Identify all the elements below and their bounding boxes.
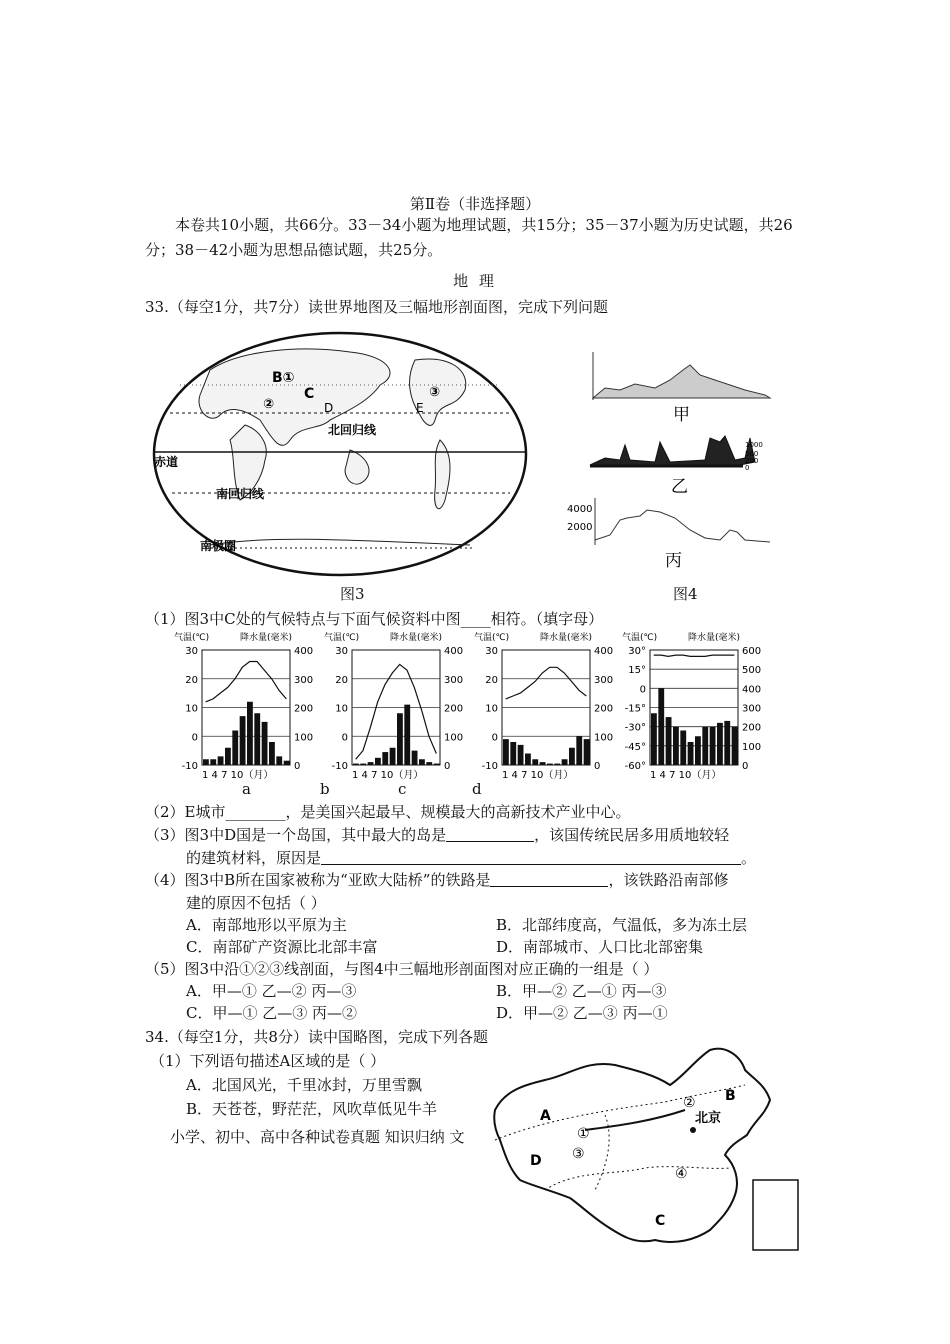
china-label-4: ④ bbox=[675, 1166, 688, 1182]
temp-tick: -45° bbox=[624, 741, 646, 753]
terrain-profiles bbox=[565, 350, 780, 575]
precip-bar bbox=[710, 727, 716, 765]
precip-bar bbox=[584, 739, 590, 765]
temp-tick: -10 bbox=[181, 761, 198, 772]
precip-tick: 400 bbox=[742, 684, 762, 696]
precip-bar bbox=[540, 762, 546, 765]
answer-blank-reason[interactable] bbox=[321, 849, 741, 865]
precip-tick: 300 bbox=[594, 674, 614, 686]
temp-tick: 10 bbox=[485, 703, 498, 715]
map-label-tropic-cancer: 北回归线 bbox=[328, 423, 377, 437]
precip-bar bbox=[240, 716, 246, 765]
climate-letter-d: d bbox=[472, 780, 482, 798]
precip-tick: 300 bbox=[444, 674, 464, 686]
precip-tick: 500 bbox=[742, 665, 762, 677]
temp-tick: 0 bbox=[491, 732, 498, 744]
precip-bar bbox=[554, 764, 560, 765]
precip-tick: 200 bbox=[594, 703, 614, 715]
month-axis: 1 4 7 10（月） bbox=[352, 770, 424, 781]
precip-tick: 600 bbox=[742, 646, 762, 657]
china-label-beijing: 北京 bbox=[695, 1111, 722, 1126]
precip-tick: 300 bbox=[294, 674, 314, 686]
q33-part1: （1）图3中C处的气候特点与下面气候资料中图____相符。（填字母） bbox=[145, 610, 604, 628]
precip-tick: 100 bbox=[742, 741, 762, 753]
precip-axis-title: 降水量(毫米) bbox=[540, 633, 593, 643]
temperature-line bbox=[506, 667, 587, 699]
precip-bar bbox=[695, 736, 701, 765]
temp-tick: 0 bbox=[191, 732, 198, 744]
temp-tick: -10 bbox=[481, 761, 498, 772]
precip-bar bbox=[276, 756, 282, 765]
precip-bar bbox=[525, 754, 531, 766]
precip-bar bbox=[203, 759, 209, 765]
temp-tick: -10 bbox=[331, 761, 348, 772]
temp-axis-title: 气温(℃) bbox=[622, 633, 658, 643]
precip-bar bbox=[210, 759, 216, 765]
china-map bbox=[485, 1040, 805, 1270]
q33-part3-line1: （3）图3中D国是一个岛国，其中最大的岛是 ，该国传统民居多用质地较轻 bbox=[145, 826, 730, 844]
precip-bar bbox=[680, 731, 686, 766]
temp-axis-title: 气温(℃) bbox=[174, 633, 210, 643]
temp-tick: -60° bbox=[624, 761, 646, 772]
opt5-d[interactable]: D．甲—② 乙—③ 丙—① bbox=[496, 1004, 668, 1022]
intro-text: 本卷共10小题，共66分。33－34小题为地理试题，共15分；35－37小题为历史试题，共26分；38－42小题为思想品德试题，共25分。 bbox=[145, 216, 793, 259]
precip-bar bbox=[562, 759, 568, 765]
precip-bar bbox=[569, 748, 575, 765]
precip-bar bbox=[269, 742, 275, 765]
answer-blank-island[interactable] bbox=[446, 826, 534, 842]
month-axis: 1 4 7 10（月） bbox=[502, 770, 574, 781]
temp-tick: -15° bbox=[624, 703, 646, 715]
temp-tick: 10 bbox=[335, 703, 348, 715]
temp-tick: 30 bbox=[335, 646, 348, 657]
map-label-c: C bbox=[304, 386, 315, 402]
precip-bar bbox=[666, 717, 672, 765]
answer-blank-railway[interactable] bbox=[490, 871, 608, 887]
precip-axis-title: 降水量(毫米) bbox=[688, 633, 741, 643]
precip-bar bbox=[247, 702, 253, 765]
temperature-line bbox=[654, 655, 735, 656]
temp-tick: 20 bbox=[485, 674, 498, 686]
opt4-c[interactable]: C．南部矿产资源比北部丰富 bbox=[186, 938, 378, 956]
opt5-b[interactable]: B．甲—② 乙—① 丙—③ bbox=[496, 982, 667, 1000]
temperature-line bbox=[206, 662, 287, 702]
map-label-d: D bbox=[324, 401, 334, 415]
precip-bar bbox=[658, 688, 664, 765]
map-label-3: ③ bbox=[429, 385, 441, 400]
precip-bar bbox=[532, 759, 538, 765]
precip-bar bbox=[576, 736, 582, 765]
temp-tick: 20 bbox=[335, 674, 348, 686]
precip-axis-title: 降水量(毫米) bbox=[240, 633, 293, 643]
subject-title: 地 理 bbox=[453, 272, 497, 290]
china-label-a: A bbox=[540, 1108, 551, 1124]
svg-text:2000: 2000 bbox=[567, 522, 593, 533]
precip-bar bbox=[419, 759, 425, 765]
precip-tick: 0 bbox=[294, 761, 301, 772]
precip-tick: 0 bbox=[742, 761, 749, 772]
q33-part2: （2）E城市________，是美国兴起最早、规模最大的高新技术产业中心。 bbox=[145, 803, 631, 821]
q34-opt-a[interactable]: A．北国风光，千里冰封，万里雪飘 bbox=[186, 1076, 422, 1094]
q33-part5: （5）图3中沿①②③线剖面，与图4中三幅地形剖面图对应正确的一组是（ ） bbox=[145, 960, 659, 978]
temp-tick: 20 bbox=[185, 674, 198, 686]
footer-text: 小学、初中、高中各种试卷真题 知识归纳 文 bbox=[170, 1128, 465, 1146]
china-label-2: ② bbox=[683, 1095, 696, 1111]
temp-tick: -30° bbox=[624, 722, 646, 734]
climate-letter-c: c bbox=[398, 780, 407, 798]
precip-tick: 400 bbox=[444, 646, 464, 657]
map-label-b1: B① bbox=[272, 370, 295, 386]
precip-bar bbox=[375, 758, 381, 765]
fig4-caption: 图4 bbox=[673, 585, 698, 603]
precip-bar bbox=[547, 764, 553, 765]
opt5-a[interactable]: A．甲—① 乙—② 丙—③ bbox=[186, 982, 357, 1000]
precip-bar bbox=[688, 742, 694, 765]
china-label-3: ③ bbox=[572, 1146, 585, 1162]
precip-bar bbox=[510, 742, 516, 765]
precip-tick: 100 bbox=[294, 732, 314, 744]
opt5-c[interactable]: C．甲—① 乙—③ 丙—② bbox=[186, 1004, 358, 1022]
precip-tick: 400 bbox=[294, 646, 314, 657]
temp-tick: 10 bbox=[185, 703, 198, 715]
precip-bar bbox=[673, 727, 679, 765]
opt4-a[interactable]: A．南部地形以平原为主 bbox=[186, 916, 347, 934]
month-axis: 1 4 7 10（月） bbox=[650, 770, 722, 781]
svg-text:0: 0 bbox=[745, 464, 750, 472]
precip-tick: 100 bbox=[594, 732, 614, 744]
precip-tick: 200 bbox=[742, 722, 762, 734]
precip-bar bbox=[702, 727, 708, 765]
precip-bar bbox=[254, 713, 260, 765]
section-title: 第Ⅱ卷（非选择题） bbox=[409, 195, 541, 213]
q33-part4-line2: 建的原因不包括（ ） bbox=[186, 894, 326, 912]
precip-bar bbox=[651, 713, 657, 765]
map-label-equator: 赤道 bbox=[154, 455, 179, 469]
world-map bbox=[150, 330, 530, 578]
svg-text:500: 500 bbox=[745, 450, 759, 458]
precip-bar bbox=[434, 764, 440, 765]
precip-tick: 100 bbox=[444, 732, 464, 744]
q34-part1: （1）下列语句描述A区域的是（ ） bbox=[150, 1052, 386, 1070]
precip-bar bbox=[518, 745, 524, 765]
climate-charts bbox=[174, 628, 780, 796]
china-label-b: B bbox=[725, 1088, 736, 1104]
profile-bing-label: 丙 bbox=[665, 551, 682, 571]
precip-tick: 300 bbox=[742, 703, 762, 715]
precip-tick: 400 bbox=[594, 646, 614, 657]
precip-bar bbox=[503, 739, 509, 765]
opt4-d[interactable]: D．南部城市、人口比北部密集 bbox=[496, 938, 704, 956]
temp-tick: 0 bbox=[341, 732, 348, 744]
precip-bar bbox=[353, 764, 359, 765]
temp-tick: 15° bbox=[628, 665, 646, 677]
precip-bar bbox=[426, 762, 432, 765]
q34-stem: 34.（每空1分，共8分）读中国略图，完成下列各题 bbox=[145, 1028, 488, 1046]
temp-axis-title: 气温(℃) bbox=[474, 633, 510, 643]
precip-bar bbox=[717, 723, 723, 765]
precip-bar bbox=[225, 748, 231, 765]
precip-bar bbox=[284, 761, 290, 765]
china-label-1: ① bbox=[577, 1126, 590, 1142]
precip-tick: 0 bbox=[444, 761, 451, 772]
temp-axis-title: 气温(℃) bbox=[324, 633, 360, 643]
map-label-2: ② bbox=[263, 397, 275, 412]
q33-part3-line2: 的建筑材料，原因是 。 bbox=[186, 849, 757, 867]
precip-bar bbox=[232, 731, 238, 766]
temp-tick: 30 bbox=[485, 646, 498, 657]
china-label-c: C bbox=[655, 1213, 666, 1229]
precip-bar bbox=[390, 748, 396, 765]
precip-bar bbox=[732, 727, 738, 765]
precip-bar bbox=[412, 751, 418, 765]
q33-part4-line1: （4）图3中B所在国家被称为“亚欧大陆桥”的铁路是 ，该铁路沿南部修 bbox=[145, 871, 729, 889]
temp-tick: 30° bbox=[628, 646, 646, 657]
precip-bar bbox=[397, 713, 403, 765]
svg-text:1000: 1000 bbox=[745, 441, 763, 449]
precip-bar bbox=[382, 752, 388, 765]
svg-text:200: 200 bbox=[745, 457, 759, 465]
precip-tick: 200 bbox=[294, 703, 314, 715]
precip-bar bbox=[724, 721, 730, 765]
china-label-d: D bbox=[530, 1153, 542, 1169]
precip-bar bbox=[218, 756, 224, 765]
precip-tick: 200 bbox=[444, 703, 464, 715]
precip-bar bbox=[368, 762, 374, 765]
precip-tick: 0 bbox=[594, 761, 601, 772]
opt4-b[interactable]: B．北部纬度高，气温低，多为冻土层 bbox=[496, 916, 748, 934]
profile-jia-label: 甲 bbox=[673, 405, 690, 425]
climate-letter-b: b bbox=[320, 780, 330, 798]
map-label-tropic-capricorn: 南回归线 bbox=[216, 487, 265, 501]
climate-letter-a: a bbox=[242, 780, 251, 798]
precip-bar bbox=[262, 722, 268, 765]
temp-tick: 30 bbox=[185, 646, 198, 657]
month-axis: 1 4 7 10（月） bbox=[202, 770, 274, 781]
precip-axis-title: 降水量(毫米) bbox=[390, 633, 443, 643]
fig3-caption: 图3 bbox=[340, 585, 365, 603]
profile-yi-label: 乙 bbox=[671, 477, 688, 497]
temp-tick: 0 bbox=[639, 684, 646, 696]
q34-opt-b[interactable]: B．天苍苍，野茫茫，风吹草低见牛羊 bbox=[186, 1100, 438, 1118]
precip-bar bbox=[360, 764, 366, 765]
map-label-e: E bbox=[416, 401, 424, 415]
precip-bar bbox=[404, 705, 410, 765]
svg-text:4000: 4000 bbox=[567, 504, 593, 515]
q33-stem: 33.（每空1分，共7分）读世界地图及三幅地形剖面图，完成下列问题 bbox=[145, 298, 608, 316]
map-label-antarctic: 南极圈 bbox=[200, 539, 237, 553]
